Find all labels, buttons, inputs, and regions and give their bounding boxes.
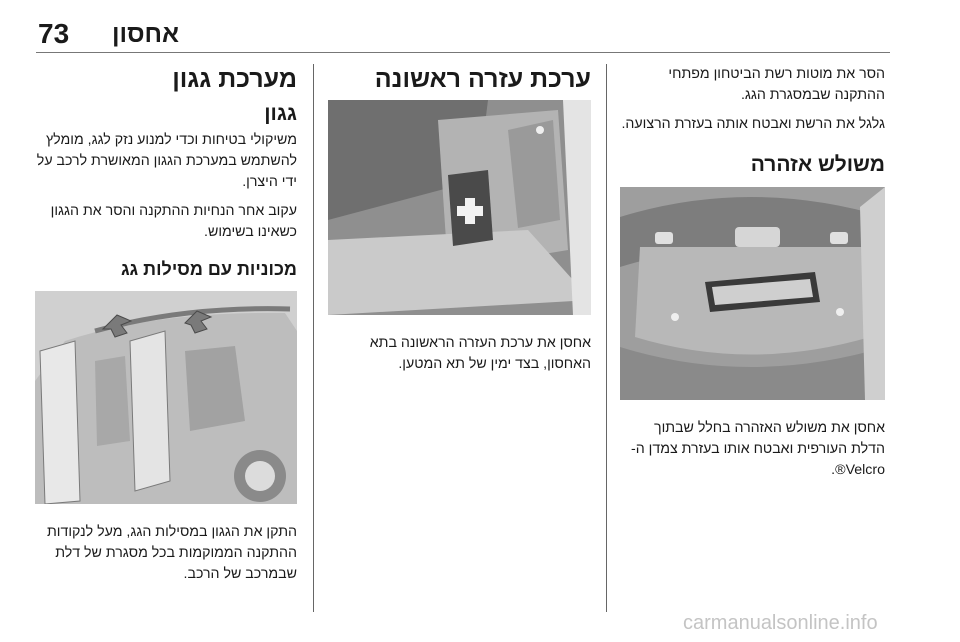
first-aid-illustration — [328, 100, 591, 315]
page-number: 73 — [38, 18, 70, 49]
roof-rack-install-text: עקוב אחר הנחיות ההתקנה והסר את הגגון כשאינו בשימוש. — [50, 203, 297, 240]
warning-triangle-illustration — [620, 187, 885, 400]
trunk-image — [328, 100, 591, 315]
roof-rack-safety-text: משיקולי בטיחות וכדי למנוע נזק לגג, מומלץ להשתמש במערכת הגגון המאושרת לרכב על ידי היצרן. — [36, 132, 297, 190]
warning-triangle-caption: אחסן את משולש האזהרה בחלל שבתוך הדלת העורפית ואבטח אותו בעזרת צמדן ה-Velcro®. — [631, 420, 885, 478]
roof-rack-title: מערכת גגון — [172, 65, 297, 93]
first-aid-caption: אחסן את ערכת העזרה הראשונה בתא האחסון, בצד ימין של תא המטען. — [369, 335, 591, 372]
column-middle — [328, 64, 591, 383]
header-rule — [36, 52, 890, 53]
roof-rails-caption: התקן את הגגון במסילות הגג, מעל לנקודות ההתקנה הממוקמות בכל מסגרת של דלת שבמרכב של הרכב. — [47, 524, 297, 582]
car-side-image — [35, 291, 297, 504]
roof-rack-subheading: גגון — [264, 102, 297, 125]
page-header — [0, 0, 960, 56]
column-right — [620, 64, 885, 489]
section-name: אחסון — [112, 20, 180, 48]
column-divider — [313, 64, 314, 612]
tailgate-interior-image — [620, 187, 885, 400]
column-left — [35, 64, 297, 593]
column-divider — [606, 64, 607, 612]
safety-net-roll-text: גלגל את הרשת ואבטח אותה בעזרת הרצועה. — [621, 116, 885, 132]
first-aid-heading: ערכת עזרה ראשונה — [374, 65, 591, 93]
roof-rails-illustration — [35, 291, 297, 504]
roof-rails-subheading: מכוניות עם מסילות גג — [120, 259, 297, 279]
watermark: carmanualsonline.info — [683, 612, 878, 634]
safety-net-removal-text: הסר את מוטות רשת הביטחון מפתחי ההתקנה שבמסגרת הגג. — [668, 66, 885, 103]
warning-triangle-heading: משולש אזהרה — [750, 153, 885, 176]
